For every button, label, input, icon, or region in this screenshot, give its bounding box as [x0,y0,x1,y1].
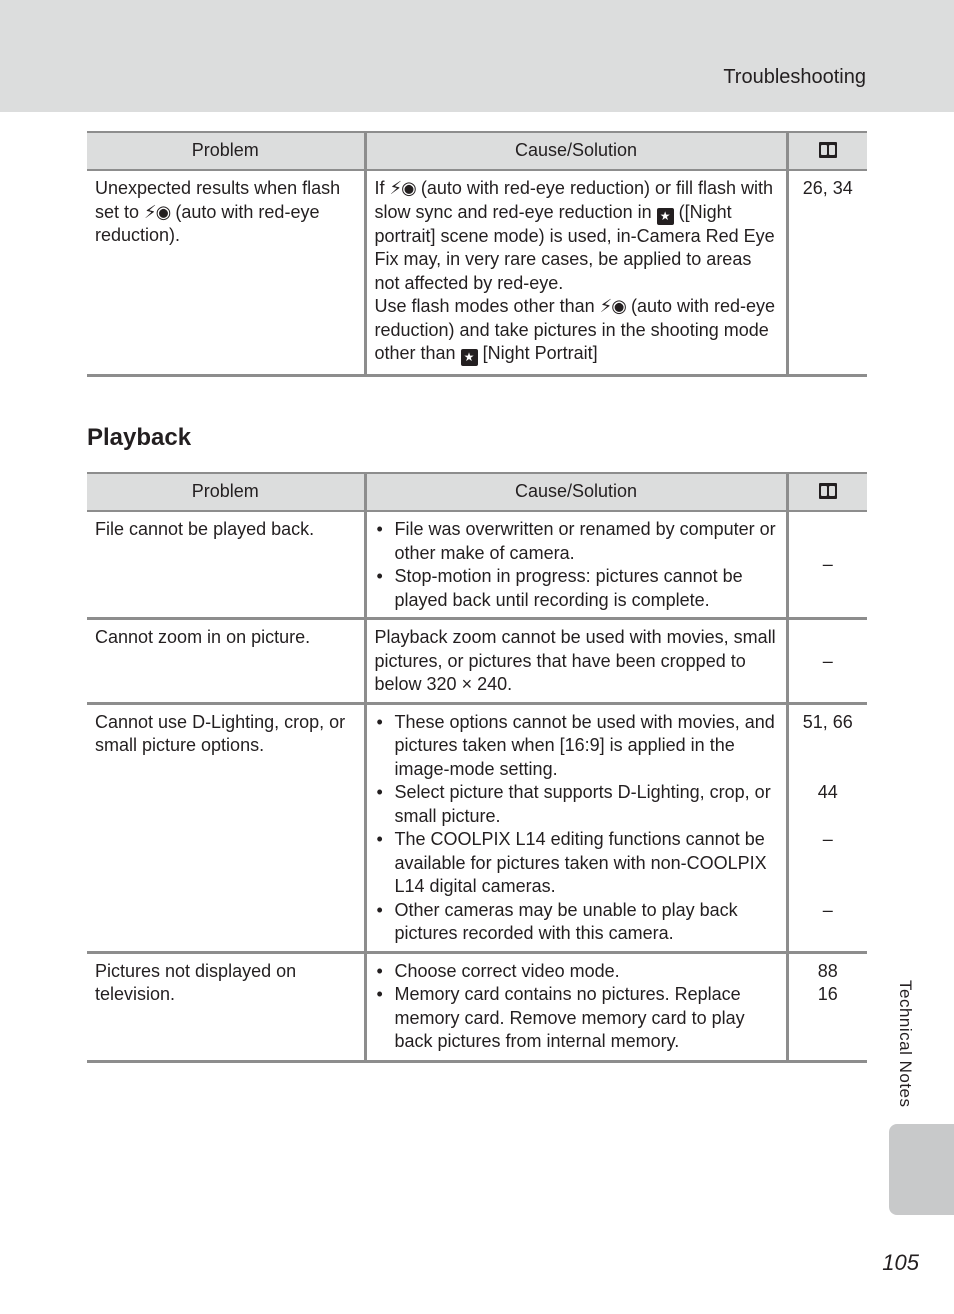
table-row [87,170,867,375]
reference-value: 16 [817,984,838,1004]
problem-cell: Cannot zoom in on picture. [87,619,365,704]
list-item: • Select picture that supports D-Lighting, crop, or small picture. [395,781,778,828]
cause-text: [Night Portrait] [477,343,598,363]
list-item: • Choose correct video mode. [395,960,778,984]
book-icon [819,483,837,499]
problem-cell: File cannot be played back. [87,511,365,619]
cause-paragraph [375,177,778,295]
reference-value: – [822,829,833,849]
cause-column-header: Cause/Solution [365,473,787,511]
reference-value: 51, 66 [802,711,853,732]
cause-cell [365,170,787,375]
problem-cell [87,170,365,375]
cause-cell [365,703,787,952]
problem-column-header: Problem [87,473,365,511]
reference-value: 44 [817,782,838,802]
table-header-row [87,473,867,511]
cause-list [375,711,778,946]
section-title: Troubleshooting [723,66,866,88]
problem-cell: Cannot use D-Lighting, crop, or small picture options. [87,703,365,952]
problem-column-header: Problem [87,132,365,170]
list-item: • Other cameras may be unable to play back pictures recorded with this camera. [395,899,778,946]
cause-text: Use flash modes other than [374,296,600,316]
table-row [87,703,867,952]
reference-cell: 26, 34 [787,170,867,375]
reference-cell: – [787,511,867,619]
night-portrait-icon: ★ [657,208,674,225]
list-item: • Stop-motion in progress: pictures cannot be played back until recording is complete. [395,565,778,612]
reference-cell: – [787,619,867,704]
problem-text: Unexpected results when flash set to [95,178,341,222]
table-row [87,511,867,619]
reference-cell [787,952,867,1061]
page-number: 105 [882,1250,919,1275]
cause-cell: Playback zoom cannot be used with movies, small pictures, or pictures that have been cropped to below 320 × 240. [365,619,787,704]
cause-list [375,518,778,612]
playback-heading: Playback [87,424,192,451]
cause-text: If [374,178,390,198]
cause-paragraph [375,295,778,366]
reference-stack [791,711,866,923]
list-item: • The COOLPIX L14 editing functions cannot be available for pictures taken with non-COOLPIX L14 digital cameras. [395,828,778,899]
spacer [791,875,866,899]
flash-table [87,131,867,377]
problem-cell: Pictures not displayed on television. [87,952,365,1061]
side-tab-label: Technical Notes [896,980,915,1108]
problem-text: (auto with red-eye reduction). [95,201,320,245]
spacer [791,805,866,829]
cause-list [375,960,778,1054]
table-header-row [87,132,867,170]
spacer [791,852,866,876]
header-band [0,0,954,112]
book-icon [819,142,837,158]
reference-value: – [822,899,833,920]
cause-column-header: Cause/Solution [365,132,787,170]
cause-text: (auto with red-eye reduction) and take pictures in the shooting mode other than [374,296,776,363]
reference-value: 88 [817,960,838,981]
table-row [87,619,867,704]
spacer [791,758,866,782]
flash-redeye-icon: ⚡◉ [389,178,416,198]
list-item: • File was overwritten or renamed by computer or other make of camera. [395,518,778,565]
reference-cell [787,703,867,952]
list-item: • Memory card contains no pictures. Replace memory card. Remove memory card to play back pictures from internal memory. [395,983,778,1054]
cause-cell [365,511,787,619]
reference-column-header [787,132,867,170]
side-tab [889,1124,954,1215]
table-row [87,952,867,1061]
playback-table [87,472,867,1063]
cause-cell [365,952,787,1061]
night-portrait-icon: ★ [461,349,478,366]
cause-text: (auto with red-eye reduction) or fill flash with slow sync and red-eye reduction in [374,178,774,222]
spacer [791,734,866,758]
reference-column-header [787,473,867,511]
flash-redeye-icon: ⚡◉ [599,296,626,316]
cause-text: ([Night portrait] scene mode) is used, in-Camera Red Eye Fix may, in very rare cases, be applied to areas not affected by red-eye. [374,201,775,293]
flash-redeye-icon: ⚡◉ [144,201,171,222]
list-item: • These options cannot be used with movies, and pictures taken when [16:9] is applied in the image-mode setting. [395,711,778,782]
reference-stack [791,960,866,1007]
